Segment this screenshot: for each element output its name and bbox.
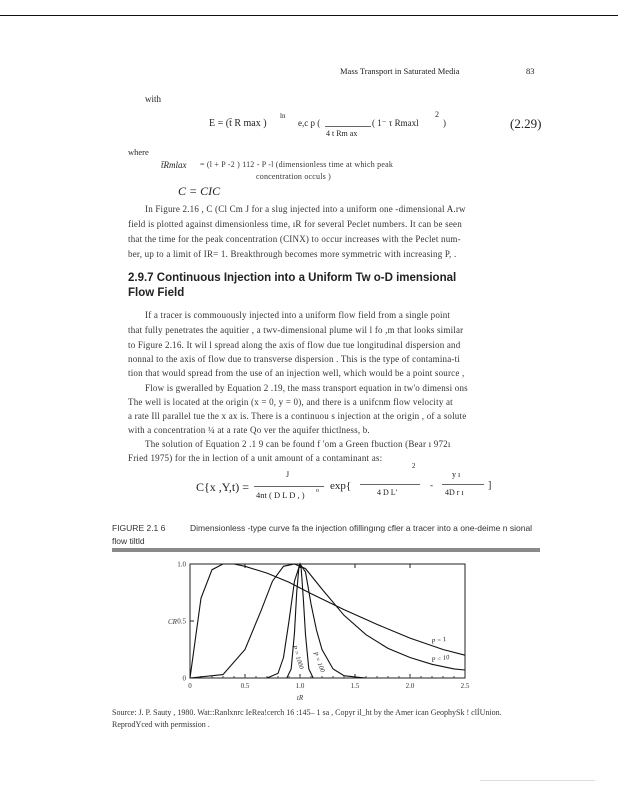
x-tick-label: 0 <box>188 682 192 690</box>
eq229-exp: e,c p ( <box>298 118 321 128</box>
eq229-close: ) <box>443 118 446 128</box>
x-tick-label: 2.5 <box>460 682 470 690</box>
para1-line: field is plotted against dimensionless time, ıR for several Peclet numbers. It can be seen <box>128 219 462 229</box>
para2-line: The well is located at the origin (x = 0, y = 0), and there is a unifcnm flow velocity at <box>128 397 453 407</box>
eq229-number: (2.29) <box>510 116 542 131</box>
x-tick-label: 1.5 <box>350 682 360 690</box>
trmax-definition: = (l + P -2 ) 112 - P -l (dimensionless time at which peak <box>200 160 394 169</box>
section-heading-line2: Flow Field <box>128 287 185 299</box>
eq229-square: 2 <box>435 110 439 119</box>
para2-line: with a concentration ¼ at a rate Qo ver the aquifer thictlness, b. <box>128 425 370 435</box>
series-label-p-100: P = 100 <box>311 651 326 674</box>
para2-line: Flow is gweralled by Equation 2 .19, the mass transport equation in tw'o dimensi ons <box>145 383 468 393</box>
figure-divider <box>112 548 540 552</box>
series-label-p-1000: P = 1000 <box>290 644 305 670</box>
para2-line: that fully penetrates the aquitier , a twv-dimensional plume wil l fo ,m that looks similar <box>128 325 464 335</box>
bottom-rule <box>480 780 595 781</box>
eq230-fraction-bar-2 <box>360 484 420 485</box>
page-number: 83 <box>526 66 535 76</box>
para2-line: tion that would spread from the use of an injection well, which would be a point source , <box>128 368 465 378</box>
figure-caption-line2: flow tiltld <box>112 536 145 546</box>
series-line-p-1 <box>190 564 465 678</box>
eq229-paren: ( 1⁻ τ Rmaxl <box>372 118 419 128</box>
eq229-lhs: E = (t̄ R max ) <box>209 118 267 129</box>
eq230-exp: exp{ <box>330 480 352 492</box>
para1-line: that the time for the peak concentration (CINX) to occur increases with the Peclet num- <box>128 234 461 244</box>
x-tick-label: 2.0 <box>405 682 415 690</box>
para1-line: In Figure 2.16 , C (Cl Cm J for a slug injected into a uniform one -dimensional A.rw <box>145 204 466 214</box>
x-axis-label: tR <box>296 694 304 700</box>
figure-caption-text: Dimensionless -type curve fa the injection ofillingıng cfler a tracer into a one-deime n sional <box>190 523 533 533</box>
eq-lead-with: with <box>145 94 162 104</box>
y-tick-label: 0 <box>182 674 186 683</box>
eq230-square: 2 <box>412 462 416 470</box>
para2-line: Fried 1975) for the in lection of a unit amount of a contaminant as: <box>128 453 383 463</box>
plot-frame <box>190 564 465 678</box>
para1-line: ber, up to a limit of IR= 1. Breakthrough becomes more symmetric with increasing P, . <box>128 249 457 259</box>
dimensionless-type-curve-chart <box>160 556 480 700</box>
where-label: where <box>128 147 149 157</box>
eq230-close: ] <box>488 480 492 491</box>
eq230-fraction-bar-3 <box>442 484 484 485</box>
para2-line: If a tracer is commouously injected into a uniform flow field from a single point <box>145 310 451 320</box>
eq230-numerator: J <box>286 470 290 479</box>
x-tick-label: 0.5 <box>240 682 250 690</box>
running-title: Mass Transport in Saturated Media <box>340 66 460 76</box>
para2-line: nonnal to the axis of flow due to transverse dispersion . This is the type of contamina-ti <box>128 354 461 364</box>
cr-definition: C = CIC <box>178 184 221 198</box>
figure-label: FIGURE 2.1 6 <box>112 523 166 533</box>
eq229-denominator: 4 t Rm ax <box>326 129 358 138</box>
source-line-2: ReprodYced with permission . <box>112 720 210 729</box>
eq230-denominator: 4nt ( D L D , ) <box>256 490 305 500</box>
y-axis-label: CR <box>168 618 177 626</box>
eq230-lim: o <box>316 488 319 494</box>
eq230-den1: 4 D L' <box>377 488 398 497</box>
eq230-fraction-bar <box>254 486 324 487</box>
eq230-y2: y ı <box>452 470 461 479</box>
para2-line: a rate Ill parallel tue the x ax is. There is a continuou s injection at the origin , of a solute <box>128 411 467 421</box>
y-tick-label: 0.5 <box>177 617 186 626</box>
source-line-1: Source: J. P. Sauty , 1980. Wat::Ranlxnrc IeRea!cerch 16 :145– 1 sa , Copyr il_ht by the Amer ican GeophySk ! clİUnion. <box>112 708 502 717</box>
section-heading: 2.9.7 Continuous Injection into a Uniform Tw o-D imensional <box>128 272 457 284</box>
trmax-symbol: t̄Rmlax <box>161 160 187 170</box>
series-label-p-1: P = 1 <box>430 635 447 646</box>
y-tick-label: 1.0 <box>177 560 186 569</box>
eq230-lhs: C{x ,Y,t) = <box>196 480 249 494</box>
para2-line: The solution of Equation 2 .1 9 can be found f 'om a Green fbuction (Bear ı 972ı <box>145 439 451 449</box>
series-line-p-10 <box>190 564 465 678</box>
para2-line: to Figure 2.16. It wil l spread along the axis of flow due tue longitudinal dispersion and <box>128 340 461 350</box>
series-label-p-10: P = 10 <box>431 653 451 665</box>
trmax-definition-2: concentration occuls ) <box>256 172 332 181</box>
eq230-minus: - <box>430 480 433 490</box>
eq229-ln: ln <box>280 112 286 120</box>
eq230-den2: 4D r ı <box>445 488 464 497</box>
x-tick-label: 1.0 <box>295 682 305 690</box>
top-rule <box>0 15 618 16</box>
eq229-fraction-bar <box>325 126 371 127</box>
